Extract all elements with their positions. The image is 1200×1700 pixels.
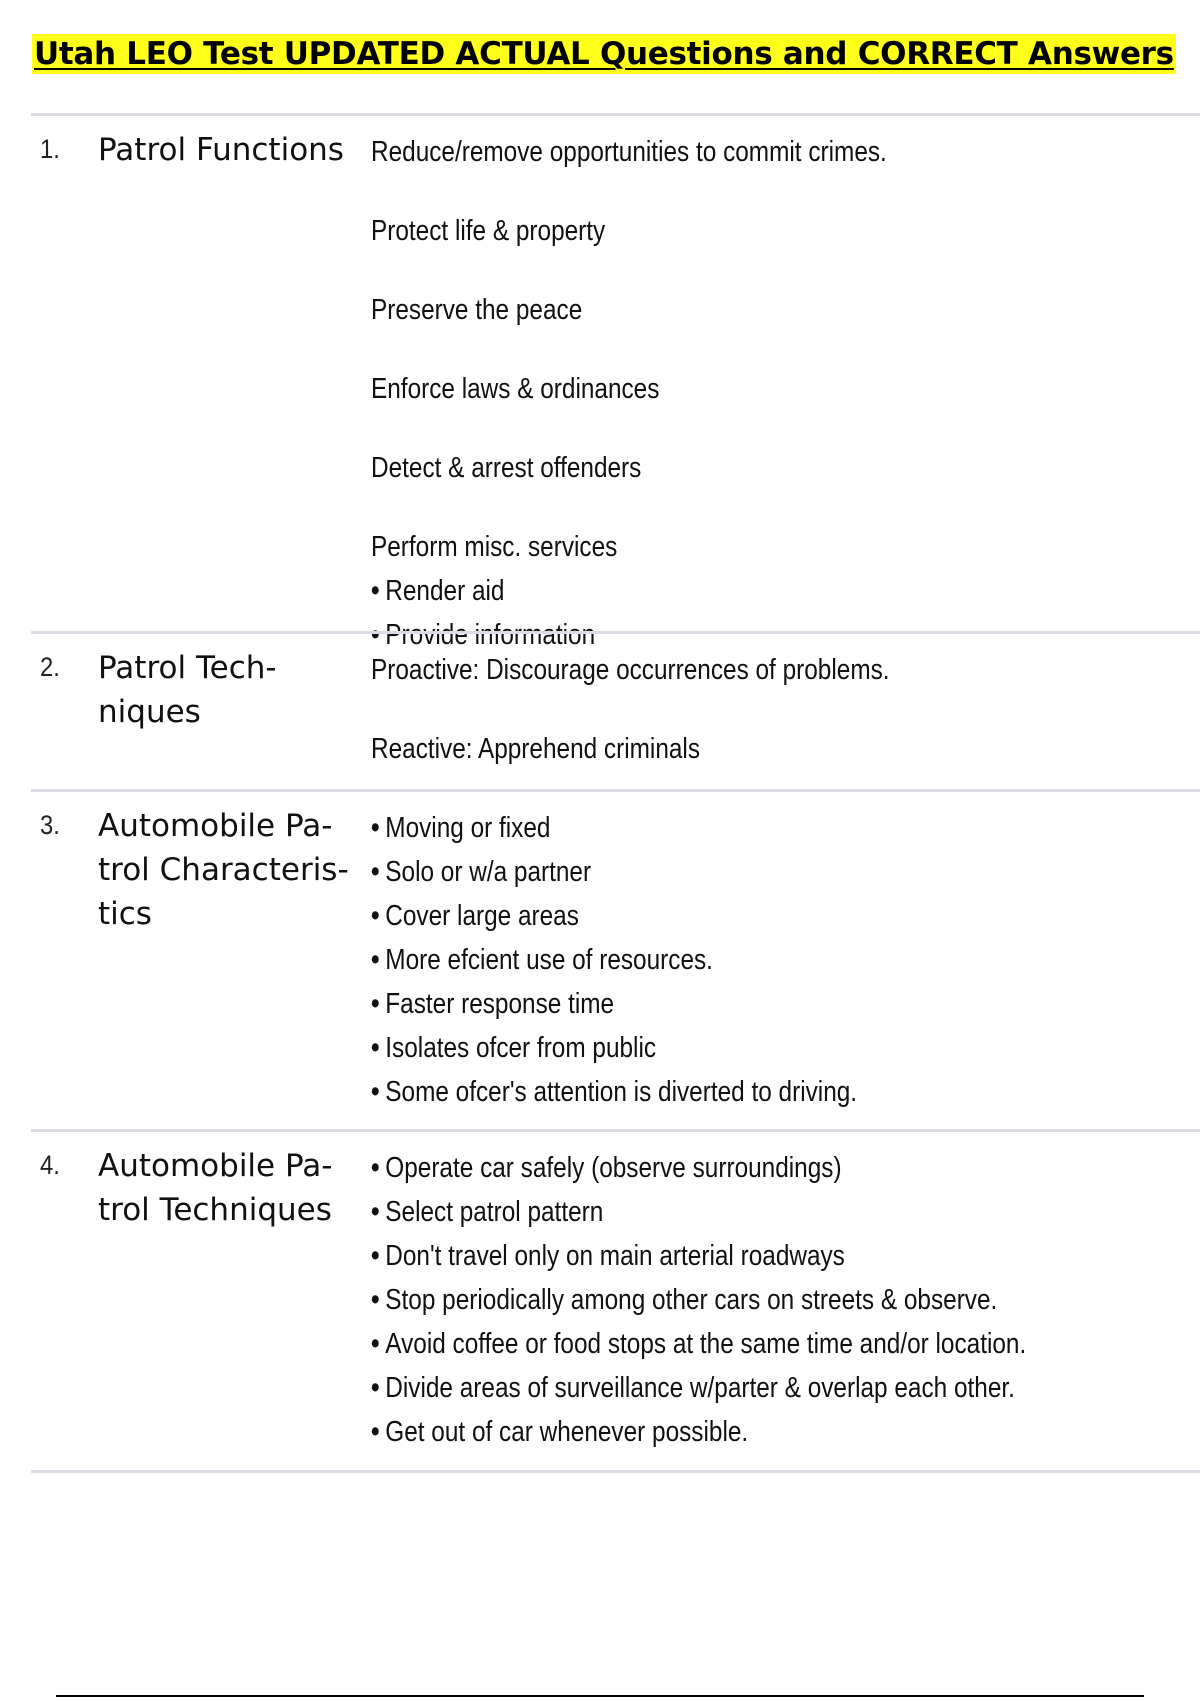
answer-bullet: • Isolates ofcer from public [371, 1026, 1060, 1070]
question-number: 3. [40, 810, 60, 840]
answer-bullet: • Stop periodically among other cars on streets & observe. [371, 1278, 1060, 1322]
answer-bullet: • Don't travel only on main arterial roadways [371, 1234, 1060, 1278]
qa-row-2 [31, 631, 1200, 789]
question-term: Automobile Pa- trol Characteris- tics [98, 808, 349, 932]
answer-block [371, 648, 1191, 771]
answer-bullet: • Operate car safely (observe surroundings) [371, 1146, 1060, 1190]
question-number: 1. [40, 134, 60, 164]
answer-bullet: • Provide information [371, 613, 1060, 657]
document-title: Utah LEO Test UPDATED ACTUAL Questions and CORRECT Answers [34, 36, 1174, 72]
question-term: Automobile Pa- trol Techniques [98, 1148, 333, 1228]
answer-bullet: • Moving or fixed [371, 806, 1060, 850]
question-term: Patrol Tech- niques [98, 650, 277, 730]
answer-bullet: • Solo or w/a partner [371, 850, 1060, 894]
title-container [32, 34, 1176, 74]
answer-line: Protect life & property [371, 215, 606, 247]
qa-row-3 [31, 789, 1200, 1129]
answer-line: Reactive: Apprehend criminals [371, 733, 701, 765]
answer-block [371, 806, 1191, 1114]
answer-line: Enforce laws & ordinances [371, 373, 660, 405]
qa-row-4 [31, 1129, 1200, 1473]
qa-table [31, 113, 1200, 1473]
answer-bullet: • Get out of car whenever possible. [371, 1410, 1060, 1454]
answer-block [371, 1146, 1191, 1454]
question-number: 4. [40, 1150, 60, 1180]
answer-bullet: • Select patrol pattern [371, 1190, 1060, 1234]
footer-divider [56, 1695, 1144, 1697]
question-term: Patrol Functions [98, 132, 344, 168]
answer-line: Proactive: Discourage occurrences of problems. [371, 654, 890, 686]
qa-row-1 [31, 113, 1200, 651]
answer-bullet: • More efcient use of resources. [371, 938, 1060, 982]
answer-line: Preserve the peace [371, 294, 583, 326]
answer-line: Perform misc. services [371, 531, 618, 563]
answer-line: Detect & arrest offenders [371, 452, 642, 484]
answer-bullet: • Faster response time [371, 982, 1060, 1026]
answer-bullet: • Cover large areas [371, 894, 1060, 938]
answer-block [371, 130, 1191, 657]
answer-bullet: • Avoid coffee or food stops at the same time and/or location. [371, 1322, 1060, 1366]
answer-bullet: • Divide areas of surveillance w/parter & overlap each other. [371, 1366, 1060, 1410]
question-number: 2. [40, 652, 60, 682]
answer-line: Reduce/remove opportunities to commit crimes. [371, 136, 887, 168]
answer-bullet: • Some ofcer's attention is diverted to driving. [371, 1070, 1060, 1114]
answer-bullet: • Render aid [371, 569, 1060, 613]
